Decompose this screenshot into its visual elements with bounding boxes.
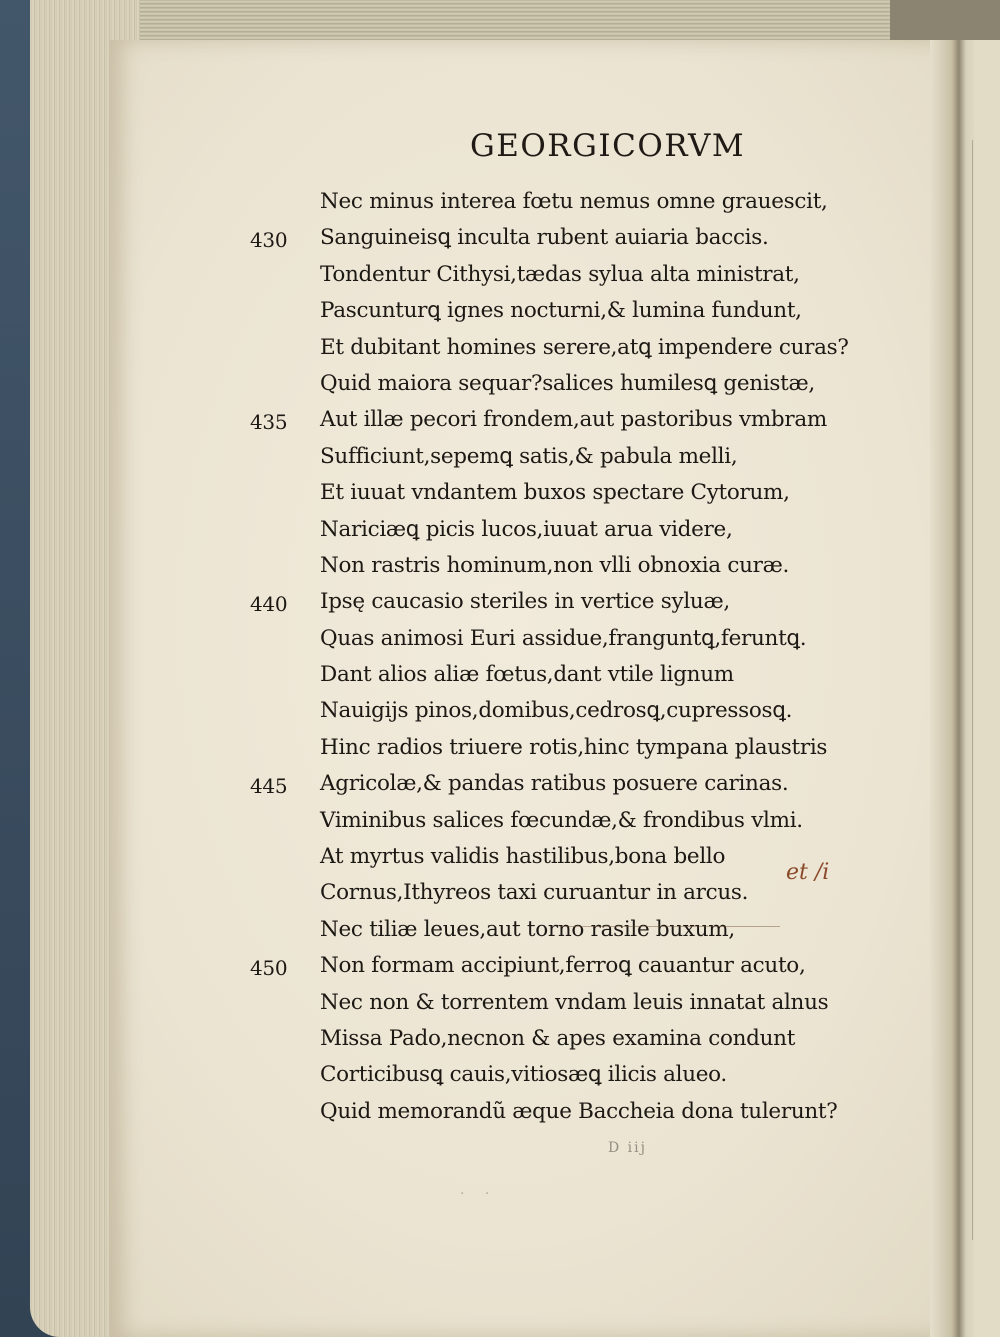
verse-line [320,985,880,1021]
verse-text: Aut illæ pecori frondem,aut pastoribus vmbram [320,407,827,433]
facing-page-rule [972,140,973,1240]
verse-line [320,1057,880,1093]
verse-line [320,693,880,729]
verse-text: Viminibus salices fœcundæ,& frondibus vlmi. [320,807,803,833]
verse-text: Nec non & torrentem vndam leuis innatat alnus [320,989,829,1015]
verse-line [250,766,880,802]
verse-line [320,330,880,366]
verse-line [320,730,880,766]
line-number: 435 [250,410,288,435]
running-head: GEORGICORVM [470,128,746,164]
verse-line [320,803,880,839]
verse-text: Quid maiora sequar?salices humilesꝗ genistæ, [320,370,815,396]
verse-line [320,1094,880,1130]
verse-text: Cornus,Ithyreos taxi curuantur in arcus. [320,880,749,906]
verse-block [250,184,880,1130]
verse-line [320,621,880,657]
verse-line [320,475,880,511]
verse-text: Quas animosi Euri assidue,franguntꝗ,feruntꝗ. [320,625,807,651]
verse-text: Dant alios aliæ fœtus,dant vtile lignum [320,662,734,688]
verse-text: Et iuuat vndantem buxos spectare Cytorum, [320,480,790,506]
verse-text: Non formam accipiunt,ferroꝗ cauantur acuto, [320,953,806,979]
verse-line [320,548,880,584]
verse-line [320,257,880,293]
handwritten-annotation: et /i [786,860,830,885]
verse-text: Et dubitant homines serere,atꝗ impendere curas? [320,334,849,360]
line-number: 450 [250,956,288,981]
verse-line [320,184,880,220]
verse-text: Nec tiliæ leues,aut torno rasile buxum, [320,916,735,942]
verse-text: Tondentur Cithysi,tædas sylua alta ministrat, [320,261,800,287]
verse-text: Quid memorandũ æque Baccheia dona tulerunt? [320,1098,838,1124]
verse-text: Non rastris hominum,non vlli obnoxia curæ. [320,552,790,578]
recto-page-edge [975,40,1000,1337]
verse-line [320,512,880,548]
verse-text: Pascunturꝗ ignes nocturni,& lumina fundunt, [320,298,802,324]
bottom-faint-marks: · · [460,1186,498,1202]
verse-line [250,584,880,620]
signature-mark: D iij [608,1140,647,1156]
verse-text: Agricolæ,& pandas ratibus posuere carinas. [320,771,789,797]
verse-line [320,293,880,329]
verse-text: Nec minus interea fœtu nemus omne grauescit, [320,189,828,214]
verse-line [320,439,880,475]
verse-line [250,220,880,256]
verse-text: At myrtus validis hastilibus,bona bello [320,844,726,870]
line-number: 445 [250,774,288,799]
verse-text: Corticibusꝗ cauis,vitiosæꝗ ilicis alueo. [320,1062,727,1088]
verse-text: Nauigijs pinos,domibus,cedrosꝗ,cupressosꝗ. [320,698,793,724]
verse-line [320,657,880,693]
verse-text: Missa Pado,necnon & apes examina condunt [320,1025,796,1051]
book-gutter [930,40,978,1337]
binding-corner [890,0,1000,45]
verse-text: Sufficiunt,sepemꝗ satis,& pabula melli, [320,443,738,469]
verse-line [250,948,880,984]
line-number: 440 [250,592,288,617]
verse-line [250,402,880,438]
verse-line [320,1021,880,1057]
verse-text: Ipsę caucasio steriles in vertice syluæ, [320,589,730,615]
verse-line [320,912,880,948]
line-number: 430 [250,228,288,253]
verse-text: Hinc radios triuere rotis,hinc tympana plaustris [320,734,828,760]
verse-text: Nariciæꝗ picis lucos,iuuat arua videre, [320,516,733,542]
ink-underline-mark [560,926,780,927]
verse-text: Sanguineisꝗ inculta rubent auiaria baccis. [320,225,769,251]
verse-line [320,366,880,402]
